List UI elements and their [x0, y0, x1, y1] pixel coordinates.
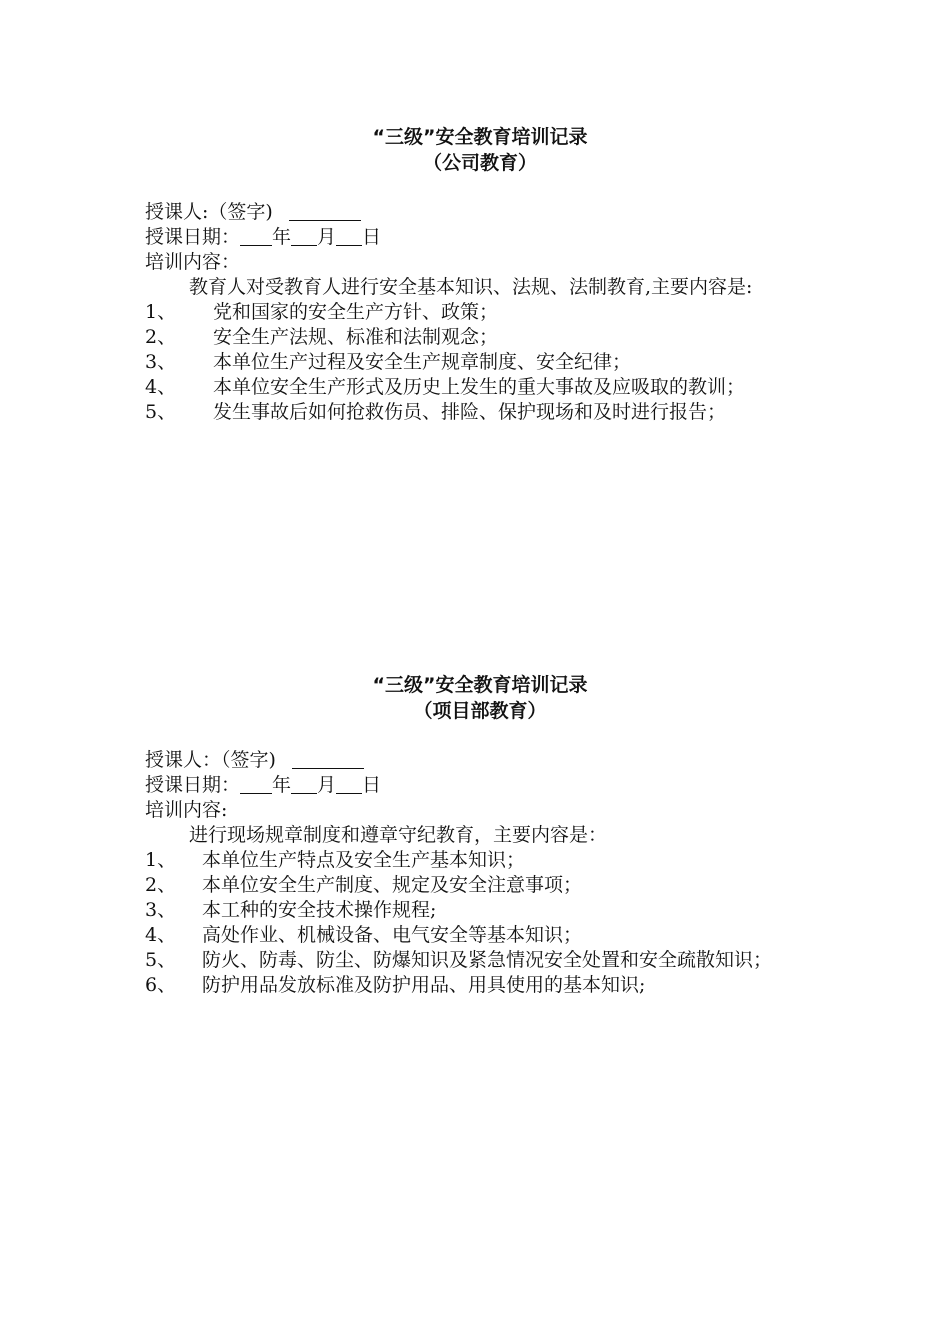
item-number: 1、 — [145, 849, 177, 871]
company-education-record — [145, 124, 815, 425]
date-line — [145, 225, 815, 250]
item-number: 2、 — [145, 326, 177, 348]
signature-blank — [292, 749, 364, 769]
day-label: 日 — [362, 774, 382, 796]
month-blank — [291, 774, 317, 794]
item-number: 5、 — [145, 949, 177, 971]
instructor-label: 授课人：（签字) — [145, 749, 276, 771]
item-text: 安全生产法规、标准和法制观念； — [213, 326, 499, 348]
month-label: 月 — [317, 226, 337, 248]
day-label: 日 — [362, 226, 382, 248]
item-number: 5、 — [145, 401, 177, 423]
list-item — [145, 375, 815, 400]
item-text: 本单位生产特点及安全生产基本知识； — [202, 849, 526, 871]
record-subtitle: （项目部教育） — [413, 700, 547, 722]
item-text: 本单位安全生产制度、规定及安全注意事项； — [202, 874, 583, 896]
content-label: 培训内容： — [145, 251, 241, 273]
content-label: 培训内容: — [145, 799, 228, 821]
list-item — [145, 848, 815, 873]
item-number: 1、 — [145, 301, 177, 323]
item-number: 4、 — [145, 376, 177, 398]
list-item — [145, 973, 815, 998]
year-blank — [240, 774, 272, 794]
list-item — [145, 300, 815, 325]
content-intro: 教育人对受教育人进行安全基本知识、法规、法制教育,主要内容是: — [189, 276, 753, 298]
month-label: 月 — [317, 774, 337, 796]
item-text: 本单位生产过程及安全生产规章制度、安全纪律； — [213, 351, 632, 373]
year-label: 年 — [272, 774, 292, 796]
day-blank — [336, 226, 362, 246]
date-label: 授课日期： — [145, 226, 241, 248]
date-label: 授课日期： — [145, 774, 241, 796]
list-item — [145, 898, 815, 923]
content-intro: 进行现场规章制度和遵章守纪教育，主要内容是： — [189, 824, 608, 846]
record-title: “三级”安全教育培训记录 — [372, 674, 588, 696]
item-number: 3、 — [145, 351, 177, 373]
year-blank — [240, 226, 272, 246]
list-item — [145, 350, 815, 375]
item-text: 本工种的安全技术操作规程; — [202, 899, 437, 921]
instructor-line — [145, 748, 815, 773]
list-item — [145, 873, 815, 898]
day-blank — [336, 774, 362, 794]
list-item — [145, 400, 815, 425]
list-item — [145, 948, 815, 973]
item-text: 发生事故后如何抢救伤员、排险、保护现场和及时进行报告； — [213, 401, 727, 423]
item-text: 本单位安全生产形式及历史上发生的重大事故及应吸取的教训； — [213, 376, 746, 398]
item-text: 党和国家的安全生产方针、政策； — [213, 301, 499, 323]
signature-blank — [289, 201, 361, 221]
list-item — [145, 325, 815, 350]
item-number: 6、 — [145, 974, 177, 996]
item-text: 防火、防毒、防尘、防爆知识及紧急情况安全处置和安全疏散知识； — [202, 949, 773, 971]
record-title: “三级”安全教育培训记录 — [372, 126, 588, 148]
item-number: 4、 — [145, 924, 177, 946]
item-number: 3、 — [145, 899, 177, 921]
project-department-education-record — [145, 672, 815, 998]
instructor-line — [145, 200, 815, 225]
month-blank — [291, 226, 317, 246]
record-subtitle: （公司教育） — [422, 152, 537, 174]
item-number: 2、 — [145, 874, 177, 896]
item-text: 高处作业、机械设备、电气安全等基本知识； — [202, 924, 583, 946]
list-item — [145, 923, 815, 948]
date-line — [145, 773, 815, 798]
instructor-label: 授课人:（签字) — [145, 201, 273, 223]
item-text: 防护用品发放标准及防护用品、用具使用的基本知识; — [202, 974, 646, 996]
year-label: 年 — [272, 226, 292, 248]
